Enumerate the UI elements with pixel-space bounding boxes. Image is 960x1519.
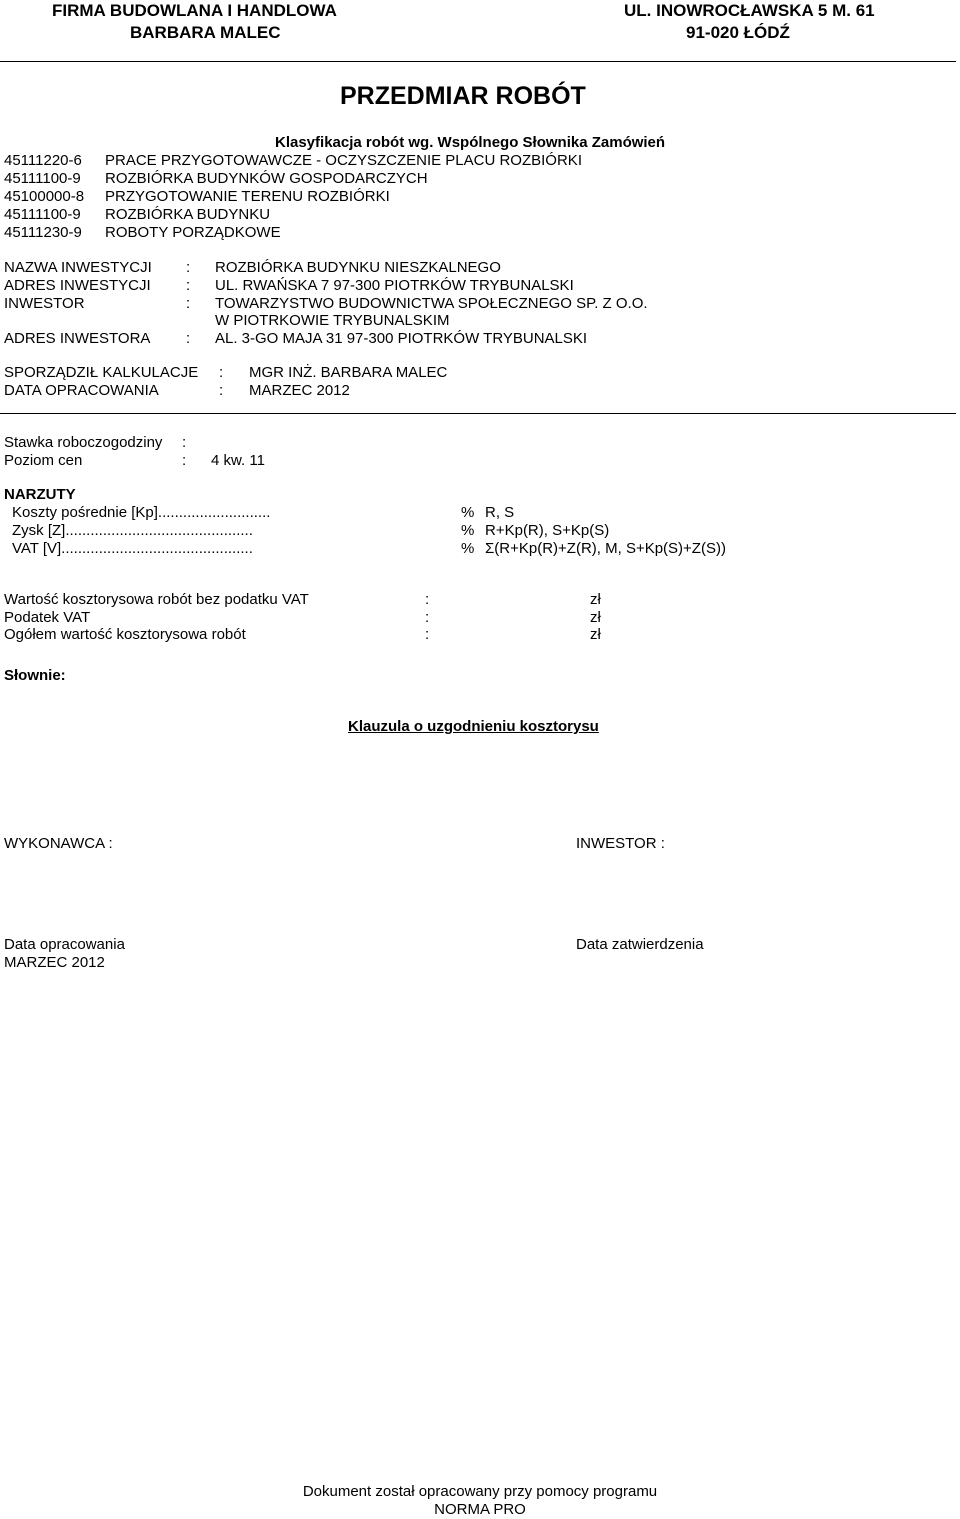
investor-address-value: AL. 3-GO MAJA 31 97-300 PIOTRKÓW TRYBUNALSKI <box>215 330 588 347</box>
investor-value-cont: W PIOTRKOWIE TRYBUNALSKIM <box>215 312 450 329</box>
markup-percent: % <box>461 540 475 557</box>
total-label: Podatek VAT <box>4 609 91 626</box>
hourly-rate-label: Stawka roboczogodziny <box>4 434 163 451</box>
investor-signature-label: INWESTOR : <box>576 835 665 852</box>
company-address: UL. INOWROCŁAWSKA 5 M. 61 <box>624 1 875 20</box>
separator: : <box>186 295 191 312</box>
document-title: PRZEDMIAR ROBÓT <box>340 82 586 110</box>
investor-address-label: ADRES INWESTORA <box>4 330 151 347</box>
separator: : <box>186 259 191 276</box>
investment-address-value: UL. RWAŃSKA 7 97-300 PIOTRKÓW TRYBUNALSKI <box>215 277 574 294</box>
prep-date-value: MARZEC 2012 <box>4 954 105 971</box>
markup-percent: % <box>461 504 475 521</box>
separator: : <box>219 364 224 381</box>
cpv-code: 45100000-8 <box>4 188 85 205</box>
header-rule <box>0 61 956 62</box>
markup-label: VAT [V].............................................. <box>12 540 253 557</box>
cpv-desc: PRZYGOTOWANIE TERENU ROZBIÓRKI <box>105 188 390 205</box>
prepared-by-value: MGR INŻ. BARBARA MALEC <box>249 364 448 381</box>
investor-value: TOWARZYSTWO BUDOWNICTWA SPOŁECZNEGO SP. Z O.O. <box>215 295 648 312</box>
investor-label: INWESTOR <box>4 295 85 312</box>
company-postal: 91-020 ŁÓDŹ <box>686 23 790 42</box>
separator: : <box>425 626 430 643</box>
markup-label: Zysk [Z]............................................. <box>12 522 253 539</box>
separator: : <box>219 382 224 399</box>
markups-heading: NARZUTY <box>4 486 76 503</box>
approval-date-label: Data zatwierdzenia <box>576 936 704 953</box>
cpv-code: 45111100-9 <box>4 206 81 223</box>
prepared-date-value: MARZEC 2012 <box>249 382 350 399</box>
section-rule <box>0 413 956 414</box>
cpv-code: 45111100-9 <box>4 170 81 187</box>
contractor-label: WYKONAWCA : <box>4 835 113 852</box>
cpv-desc: ROBOTY PORZĄDKOWE <box>105 224 281 241</box>
prepared-date-label: DATA OPRACOWANIA <box>4 382 159 399</box>
investment-name-label: NAZWA INWESTYCJI <box>4 259 152 276</box>
cpv-desc: ROZBIÓRKA BUDYNKU <box>105 206 271 223</box>
separator: : <box>182 452 187 469</box>
separator: : <box>186 330 191 347</box>
cpv-desc: PRACE PRZYGOTOWAWCZE - OCZYSZCZENIE PLACU ROZBIÓRKI <box>105 152 582 169</box>
in-words-label: Słownie: <box>4 667 66 684</box>
cpv-heading: Klasyfikacja robót wg. Wspólnego Słownika Zamówień <box>275 134 666 151</box>
footer-program: NORMA PRO <box>434 1501 526 1518</box>
investment-name-value: ROZBIÓRKA BUDYNKU NIESZKALNEGO <box>215 259 501 276</box>
markup-basis: R+Kp(R), S+Kp(S) <box>485 522 610 539</box>
markup-percent: % <box>461 522 475 539</box>
footer-note: Dokument został opracowany przy pomocy programu <box>302 1483 658 1500</box>
separator: : <box>425 609 430 626</box>
separator: : <box>425 591 430 608</box>
currency-unit: zł <box>590 609 601 626</box>
company-owner: BARBARA MALEC <box>130 23 281 42</box>
prepared-by-label: SPORZĄDZIŁ KALKULACJE <box>4 364 199 381</box>
markup-label: Koszty pośrednie [Kp]........................... <box>12 504 271 521</box>
price-level-value: 4 kw. 11 <box>211 452 265 469</box>
prep-date-label: Data opracowania <box>4 936 125 953</box>
cpv-code: 45111220-6 <box>4 152 82 169</box>
cpv-desc: ROZBIÓRKA BUDYNKÓW GOSPODARCZYCH <box>105 170 428 187</box>
markup-basis: Σ(R+Kp(R)+Z(R), M, S+Kp(S)+Z(S)) <box>485 540 726 557</box>
clause-title: Klauzula o uzgodnieniu kosztorysu <box>348 718 599 735</box>
currency-unit: zł <box>590 591 601 608</box>
cpv-code: 45111230-9 <box>4 224 82 241</box>
separator: : <box>182 434 187 451</box>
company-name: FIRMA BUDOWLANA I HANDLOWA <box>52 1 337 20</box>
price-level-label: Poziom cen <box>4 452 83 469</box>
markup-basis: R, S <box>485 504 515 521</box>
total-label: Ogółem wartość kosztorysowa robót <box>4 626 246 643</box>
total-label: Wartość kosztorysowa robót bez podatku VAT <box>4 591 309 608</box>
investment-address-label: ADRES INWESTYCJI <box>4 277 151 294</box>
currency-unit: zł <box>590 626 601 643</box>
separator: : <box>186 277 191 294</box>
